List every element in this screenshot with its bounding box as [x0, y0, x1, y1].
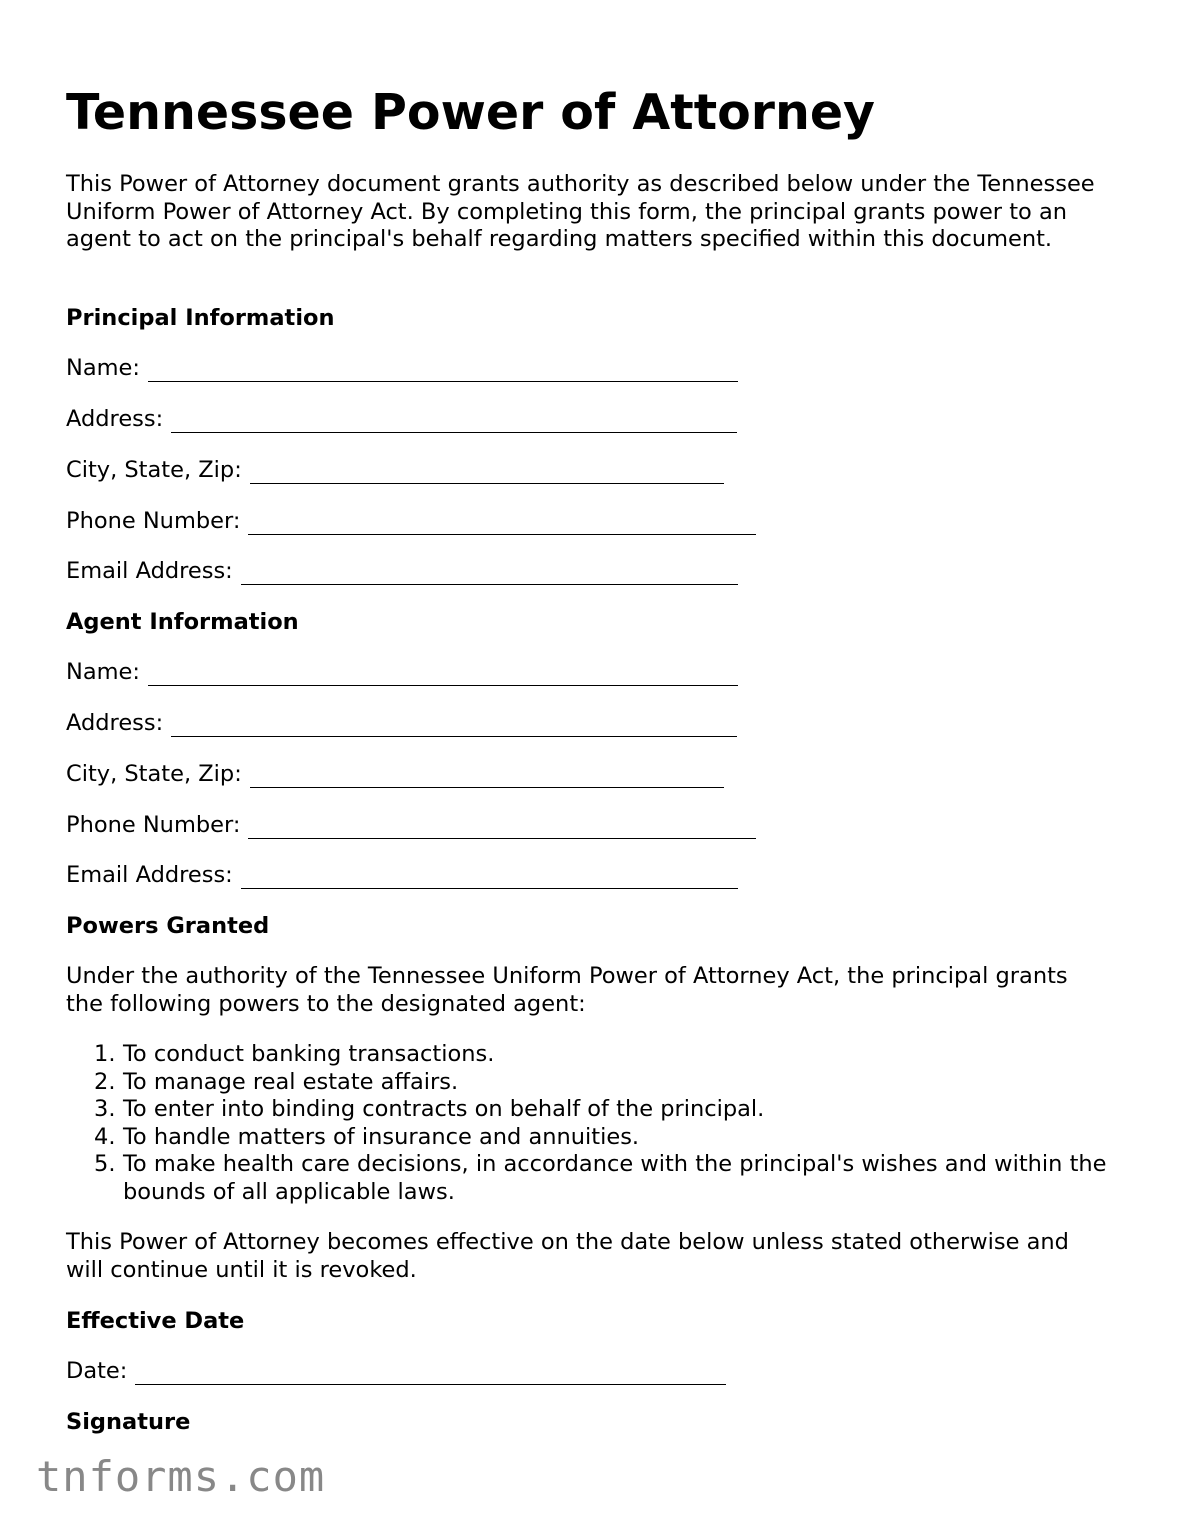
- list-item-number: 4.: [94, 1123, 116, 1150]
- list-item-number: 2.: [94, 1068, 116, 1095]
- list-item: [66, 1151, 1111, 1206]
- list-item-text: To manage real estate affairs.: [123, 1068, 459, 1095]
- principal-city-line[interactable]: [250, 461, 724, 484]
- principal-address-field[interactable]: [66, 405, 737, 433]
- list-item: [66, 1069, 1111, 1097]
- principal-phone-line[interactable]: [248, 512, 756, 535]
- effective-date-heading: Effective Date: [66, 1308, 245, 1334]
- principal-address-line[interactable]: [171, 410, 737, 433]
- agent-name-line[interactable]: [148, 663, 738, 686]
- principal-email-line[interactable]: [241, 562, 738, 585]
- site-watermark: tnforms.com: [36, 1452, 326, 1501]
- principal-name-label: Name:: [66, 355, 140, 381]
- agent-address-label: Address:: [66, 710, 164, 736]
- list-item-number: 3.: [94, 1096, 116, 1122]
- agent-email-line[interactable]: [241, 866, 738, 889]
- list-item: [66, 1041, 1111, 1069]
- agent-phone-label: Phone Number:: [66, 812, 241, 838]
- principal-city-field[interactable]: [66, 456, 724, 484]
- principal-phone-field[interactable]: [66, 507, 756, 535]
- principal-heading: Principal Information: [66, 305, 335, 331]
- agent-city-line[interactable]: [250, 765, 724, 788]
- list-item-number: 5.: [94, 1151, 116, 1177]
- agent-address-line[interactable]: [171, 714, 737, 737]
- list-item-text: To handle matters of insurance and annuities.: [123, 1123, 640, 1150]
- list-item-number: 1.: [94, 1041, 116, 1067]
- principal-name-line[interactable]: [148, 359, 738, 382]
- principal-address-label: Address:: [66, 406, 164, 432]
- agent-phone-field[interactable]: [66, 811, 756, 839]
- agent-name-label: Name:: [66, 659, 140, 685]
- principal-name-field[interactable]: [66, 354, 738, 382]
- powers-heading: Powers Granted: [66, 913, 270, 939]
- intro-paragraph: This Power of Attorney document grants authority as described below under the Tennessee Uniform Power of Attorney Act. By completing this form, the principal grants power to an agent to act on the principal's behalf regarding matters specified within this document.: [66, 171, 1095, 252]
- principal-phone-label: Phone Number:: [66, 508, 241, 534]
- list-item: [66, 1096, 1111, 1124]
- document-title: Tennessee Power of Attorney: [66, 84, 876, 141]
- effective-date-line[interactable]: [135, 1362, 726, 1385]
- effective-date-label: Date:: [66, 1358, 128, 1384]
- principal-email-field[interactable]: [66, 557, 738, 585]
- list-item: [66, 1124, 1111, 1152]
- agent-address-field[interactable]: [66, 709, 737, 737]
- signature-heading: Signature: [66, 1409, 191, 1435]
- agent-heading: Agent Information: [66, 609, 299, 635]
- agent-email-field[interactable]: [66, 861, 738, 889]
- principal-email-label: Email Address:: [66, 558, 233, 584]
- agent-phone-line[interactable]: [248, 816, 756, 839]
- powers-intro: Under the authority of the Tennessee Uniform Power of Attorney Act, the principal grants the following powers to the designated agent:: [66, 963, 1068, 1017]
- agent-email-label: Email Address:: [66, 862, 233, 888]
- list-item-text: To make health care decisions, in accordance with the principal's wishes and within the bounds of all applicable laws.: [123, 1151, 1107, 1205]
- effective-note: This Power of Attorney becomes effective on the date below unless stated otherwise and will continue until it is revoked.: [66, 1229, 1069, 1283]
- list-item-text: To conduct banking transactions.: [123, 1041, 495, 1067]
- powers-list: [66, 1041, 1111, 1206]
- agent-city-label: City, State, Zip:: [66, 761, 242, 787]
- agent-city-field[interactable]: [66, 760, 724, 788]
- list-item-text: To enter into binding contracts on behalf of the principal.: [123, 1096, 765, 1122]
- agent-name-field[interactable]: [66, 658, 738, 686]
- effective-date-field[interactable]: [66, 1357, 726, 1385]
- principal-city-label: City, State, Zip:: [66, 457, 242, 483]
